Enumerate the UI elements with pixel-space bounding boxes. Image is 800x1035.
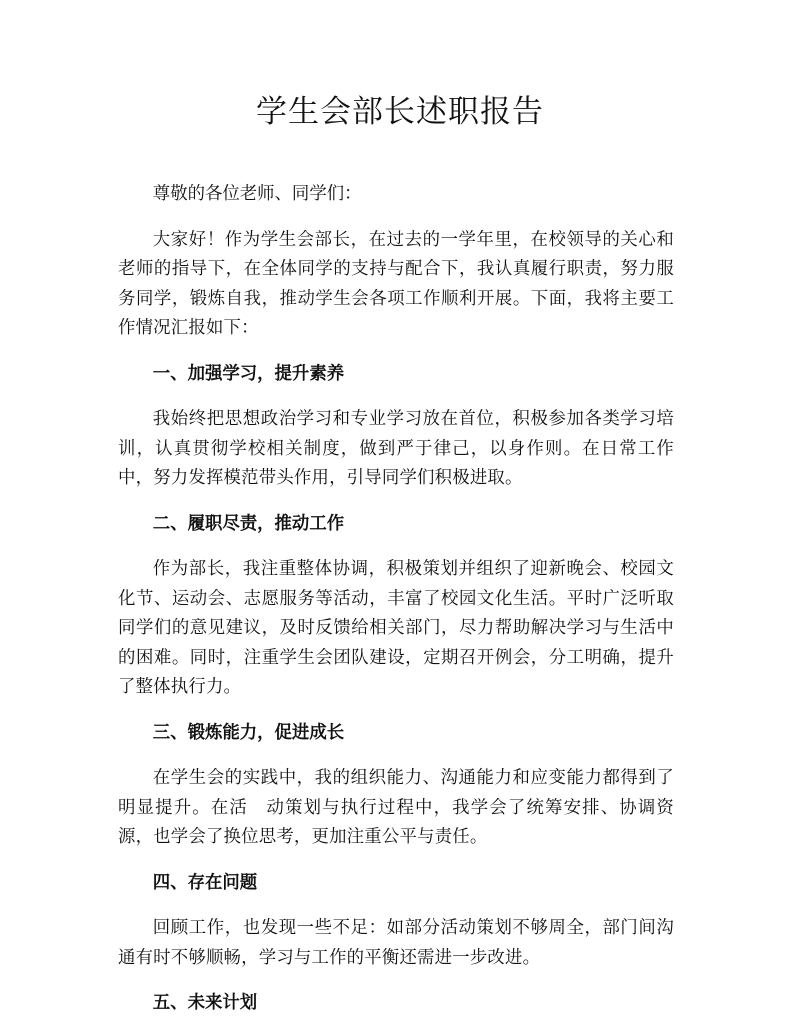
section-body-3: 在学生会的实践中，我的组织能力、沟通能力和应变能力都得到了明显提升。在活 动策划与执行过程中，我学会了统筹安排、协调资源，也学会了换位思考，更加注重公平与责任。 [118,768,674,847]
intro-paragraph: 大家好！作为学生会部长，在过去的一学年里，在校领导的关心和老师的指导下，在全体同学的支持与配合下，我认真履行职责，努力服务同学，锻炼自我，推动学生会各项工作顺利开展。下面，我将主要工作情况汇报如下： [118,229,674,338]
greeting: 尊敬的各位老师、同学们： [152,184,362,204]
section-heading-4: 四、存在问题 [152,872,258,893]
section-heading-1: 一、加强学习，提升素养 [152,363,345,384]
section-heading-5: 五、未来计划 [152,993,258,1013]
document-body [118,180,674,1035]
section-body-4: 回顾工作，也发现一些不足：如部分活动策划不够周全，部门间沟通有时不够顺畅，学习与工作的平衡还需进一步改进。 [118,918,674,968]
section-heading-3: 三、锻炼能力，促进成长 [152,722,345,743]
section-body-1: 我始终把思想政治学习和专业学习放在首位，积极参加各类学习培训，认真贯彻学校相关制度，做到严于律己，以身作则。在日常工作中，努力发挥模范带头作用，引导同学们积极进取。 [118,409,674,488]
section-heading-2: 二、履职尽责，推动工作 [152,513,345,534]
section-body-2: 作为部长，我注重整体协调，积极策划并组织了迎新晚会、校园文化节、运动会、志愿服务等活动，丰富了校园文化生活。平时广泛听取同学们的意见建议，及时反馈给相关部门，尽力帮助解决学习与生活中的困难。同时，注重学生会团队建设，定期召开例会，分工明确，提升了整体执行力。 [118,559,674,697]
document-title: 学生会部长述职报告 [256,94,544,130]
